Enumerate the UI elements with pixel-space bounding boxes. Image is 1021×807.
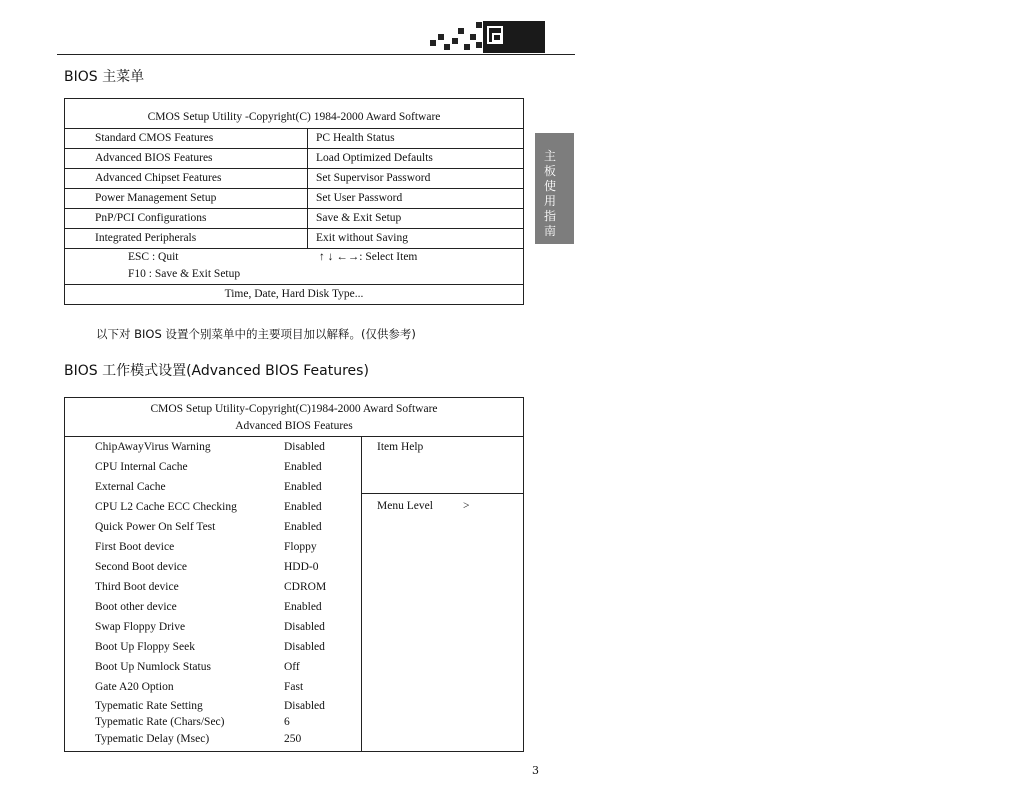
- key-hint-select: ↑ ↓ ←→: Select Item: [319, 251, 418, 263]
- setting-value: Floppy: [284, 541, 317, 553]
- menu-item-load-defaults: Load Optimized Defaults: [316, 152, 433, 164]
- setting-name: Typematic Delay (Msec): [95, 733, 210, 745]
- main-menu-footer: Time, Date, Hard Disk Type...: [224, 288, 364, 300]
- setting-value: Enabled: [284, 521, 322, 533]
- header-rule: [57, 54, 575, 55]
- divider: [65, 188, 523, 189]
- menu-level-label: Menu Level: [377, 500, 433, 512]
- setting-name: Boot other device: [95, 601, 177, 613]
- setting-name: Typematic Rate (Chars/Sec): [95, 716, 225, 728]
- setting-value: Enabled: [284, 461, 322, 473]
- help-divider: [361, 493, 523, 494]
- setting-value: Enabled: [284, 501, 322, 513]
- main-menu-title: CMOS Setup Utility -Copyright(C) 1984-2000 Award Software: [147, 111, 441, 123]
- menu-item-integrated-peripherals: Integrated Peripherals: [95, 232, 197, 244]
- page-number: 3: [532, 764, 539, 777]
- setting-value: Disabled: [284, 441, 325, 453]
- legend-logo: [483, 21, 1021, 63]
- divider: [65, 228, 523, 229]
- setting-name: First Boot device: [95, 541, 175, 553]
- setting-value: Enabled: [284, 601, 322, 613]
- divider: [65, 284, 523, 285]
- setting-value: Disabled: [284, 700, 325, 712]
- logo-english: LEGEND: [989, 40, 1021, 48]
- logo-decoration: [430, 20, 485, 54]
- menu-item-power-management: Power Management Setup: [95, 192, 217, 204]
- divider: [65, 128, 523, 129]
- setting-value: Disabled: [284, 621, 325, 633]
- logo-chinese: 联想: [990, 24, 1006, 63]
- side-tab: [535, 133, 574, 244]
- setting-name: Boot Up Numlock Status: [95, 661, 211, 673]
- setting-name: Quick Power On Self Test: [95, 521, 216, 533]
- section1-title: BIOS 主菜单: [64, 69, 145, 85]
- divider: [65, 208, 523, 209]
- setting-name: Gate A20 Option: [95, 681, 174, 693]
- section2-title: BIOS 工作模式设置(Advanced BIOS Features): [64, 363, 369, 379]
- advanced-bios-features-table: [64, 397, 524, 752]
- setting-name: Swap Floppy Drive: [95, 621, 186, 633]
- setting-value: Off: [284, 661, 300, 673]
- setting-value: Disabled: [284, 641, 325, 653]
- menu-item-supervisor-password: Set Supervisor Password: [316, 172, 431, 184]
- setting-name: CPU Internal Cache: [95, 461, 188, 473]
- key-hint-f10: F10 : Save & Exit Setup: [128, 268, 241, 280]
- divider: [65, 436, 523, 437]
- menu-item-user-password: Set User Password: [316, 192, 403, 204]
- divider: [65, 248, 523, 249]
- menu-item-pc-health: PC Health Status: [316, 132, 395, 144]
- setting-value: Enabled: [284, 481, 322, 493]
- setting-name: ChipAwayVirus Warning: [95, 441, 211, 453]
- legend-logo-mark: [487, 26, 503, 44]
- menu-item-advanced-chipset: Advanced Chipset Features: [95, 172, 222, 184]
- side-tab-label: 主板使用指南: [543, 149, 556, 238]
- bios-main-menu-table: [64, 98, 524, 305]
- setting-name: Third Boot device: [95, 581, 179, 593]
- setting-value: 250: [284, 733, 302, 745]
- menu-item-standard-cmos: Standard CMOS Features: [95, 132, 214, 144]
- divider: [65, 168, 523, 169]
- divider: [65, 148, 523, 149]
- setting-name: CPU L2 Cache ECC Checking: [95, 501, 237, 513]
- explanation-note: 以下对 BIOS 设置个别菜单中的主要项目加以解释。(仅供参考): [96, 327, 416, 341]
- item-help-label: Item Help: [377, 441, 424, 453]
- menu-item-pnp-pci: PnP/PCI Configurations: [95, 212, 207, 224]
- key-hint-esc: ESC : Quit: [128, 251, 179, 263]
- setting-name: Boot Up Floppy Seek: [95, 641, 195, 653]
- setting-value: HDD-0: [284, 561, 319, 573]
- column-divider: [361, 436, 362, 751]
- setting-name: External Cache: [95, 481, 166, 493]
- advanced-title-line1: CMOS Setup Utility-Copyright(C)1984-2000 Award Software: [150, 403, 438, 415]
- setting-name: Second Boot device: [95, 561, 187, 573]
- setting-value: 6: [284, 716, 290, 728]
- setting-value: Fast: [284, 681, 304, 693]
- menu-item-exit-without-saving: Exit without Saving: [316, 232, 408, 244]
- menu-item-advanced-bios: Advanced BIOS Features: [95, 152, 213, 164]
- menu-item-save-exit: Save & Exit Setup: [316, 212, 402, 224]
- advanced-title-line2: Advanced BIOS Features: [235, 420, 353, 432]
- setting-name: Typematic Rate Setting: [95, 700, 203, 712]
- setting-value: CDROM: [284, 581, 327, 593]
- menu-level-value: >: [463, 500, 470, 512]
- column-divider: [307, 128, 308, 248]
